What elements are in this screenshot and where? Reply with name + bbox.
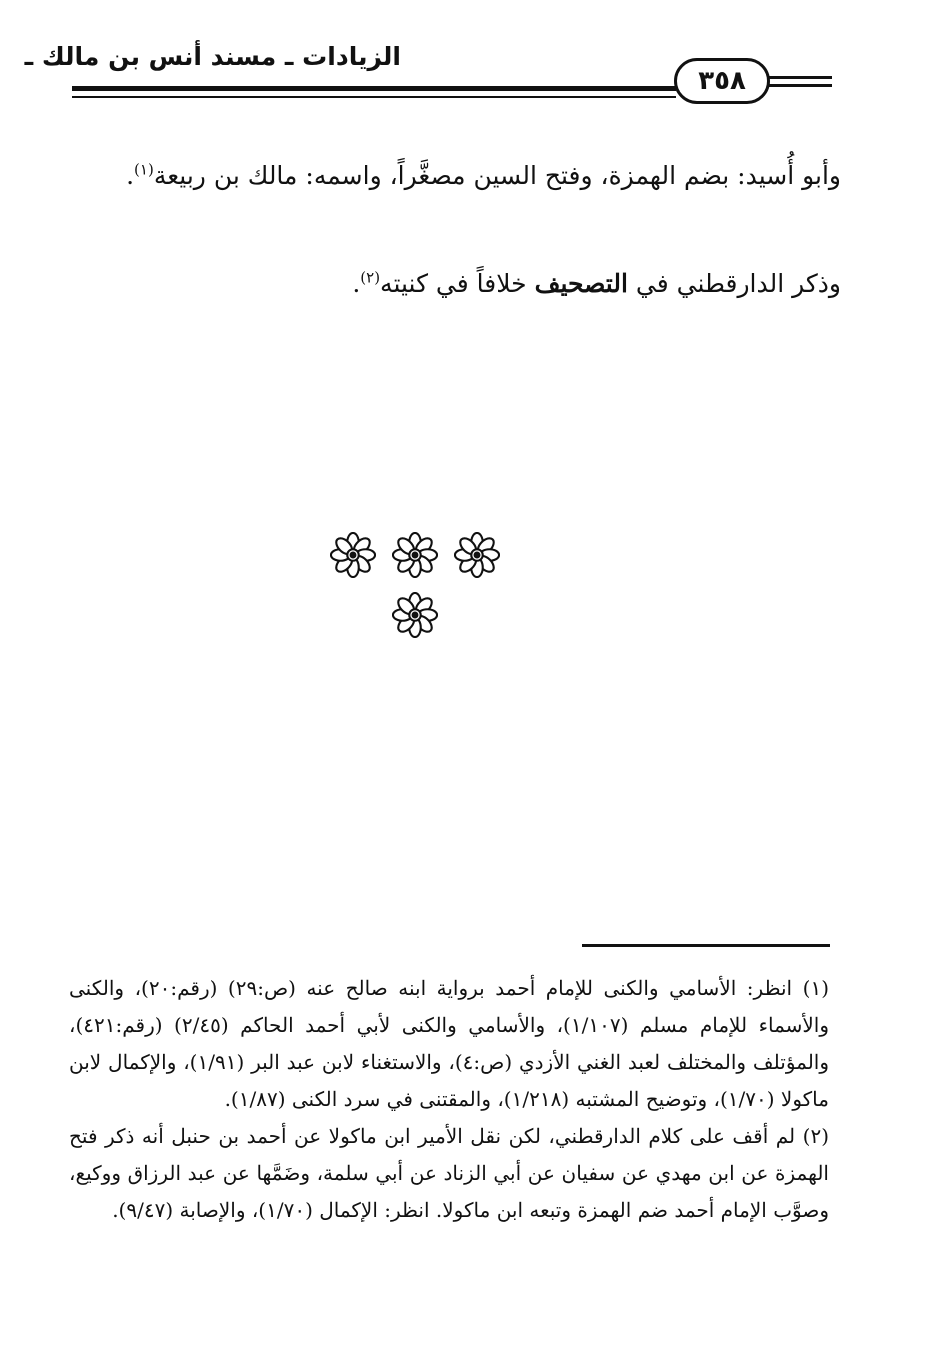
paragraph-2-after: خلافاً في كنيته [380, 269, 535, 298]
book-title-bold: التصحيف [534, 269, 628, 298]
footnote-1-marker: (١) [802, 976, 830, 1000]
paragraph-1-text: وأبو أُسيد: بضم الهمزة، وفتح السين مصغَّراً، واسمه: مالك بن ربيعة [153, 161, 841, 190]
paragraph-2 [81, 259, 841, 309]
eight-petal-flower-icon [392, 532, 438, 578]
header-rule-thin [72, 96, 676, 98]
header-rule [72, 86, 676, 91]
header-rule-left [760, 76, 832, 79]
footnotes [69, 970, 829, 1229]
footnote-ref-2: (٢) [360, 268, 381, 287]
footnote-1 [69, 970, 829, 1118]
footnote-separator [582, 944, 830, 947]
page-number: ٣٥٨ [674, 58, 770, 104]
footnote-1-text: انظر: الأسامي والكنى للإمام أحمد برواية ابنه صالح عنه (ص:٢٩) (رقم:٢٠)، والكنى والأسماء للإمام مسلم (١/١٠٧)، والأسامي والكنى لأبي أحمد الحاكم (٢/٤٥) (رقم:٤٢١)، والمؤتلف والمختلف لعبد الغني الأزدي (ص:٤)، والاستغناء لابن عبد البر (١/٩١)، والإكمال لابن ماكولا (١/٧٠)، وتوضيح المشتبه (١/٢١٨)، والمقتنى في سرد الكنى (١/٨٧). [69, 976, 830, 1111]
eight-petal-flower-icon [392, 592, 438, 638]
footnote-ref-1: (١) [134, 160, 154, 179]
footnote-2 [69, 1118, 829, 1229]
footnote-2-text: لم أقف على كلام الدارقطني، لكن نقل الأمير ابن ماكولا عن أحمد بن حنبل أنه ذكر فتح الهمزة عن ابن مهدي عن سفيان عن أبي الزناد عن أبي سلمة، وضَمَّها عن عبد الرزاق ووكيع، وصوَّب الإمام أحمد ضم الهمزة وتبعه ابن ماكولا. انظر: الإكمال (١/٧٠)، والإصابة (٩/٤٧). [69, 1124, 829, 1222]
eight-petal-flower-icon [454, 532, 500, 578]
section-end-ornaments [330, 532, 510, 652]
eight-petal-flower-icon [330, 532, 376, 578]
footnote-2-marker: (٢) [802, 1124, 829, 1148]
paragraph-2-before: وذكر الدارقطني في [627, 269, 841, 298]
header-rule-left-lower [760, 84, 832, 87]
paragraph-1-end: . [126, 161, 135, 190]
paragraph-1 [81, 151, 841, 201]
running-header-title: الزيادات ـ مسند أنس بن مالك ـ [24, 42, 401, 71]
paragraph-2-end: . [352, 269, 361, 298]
